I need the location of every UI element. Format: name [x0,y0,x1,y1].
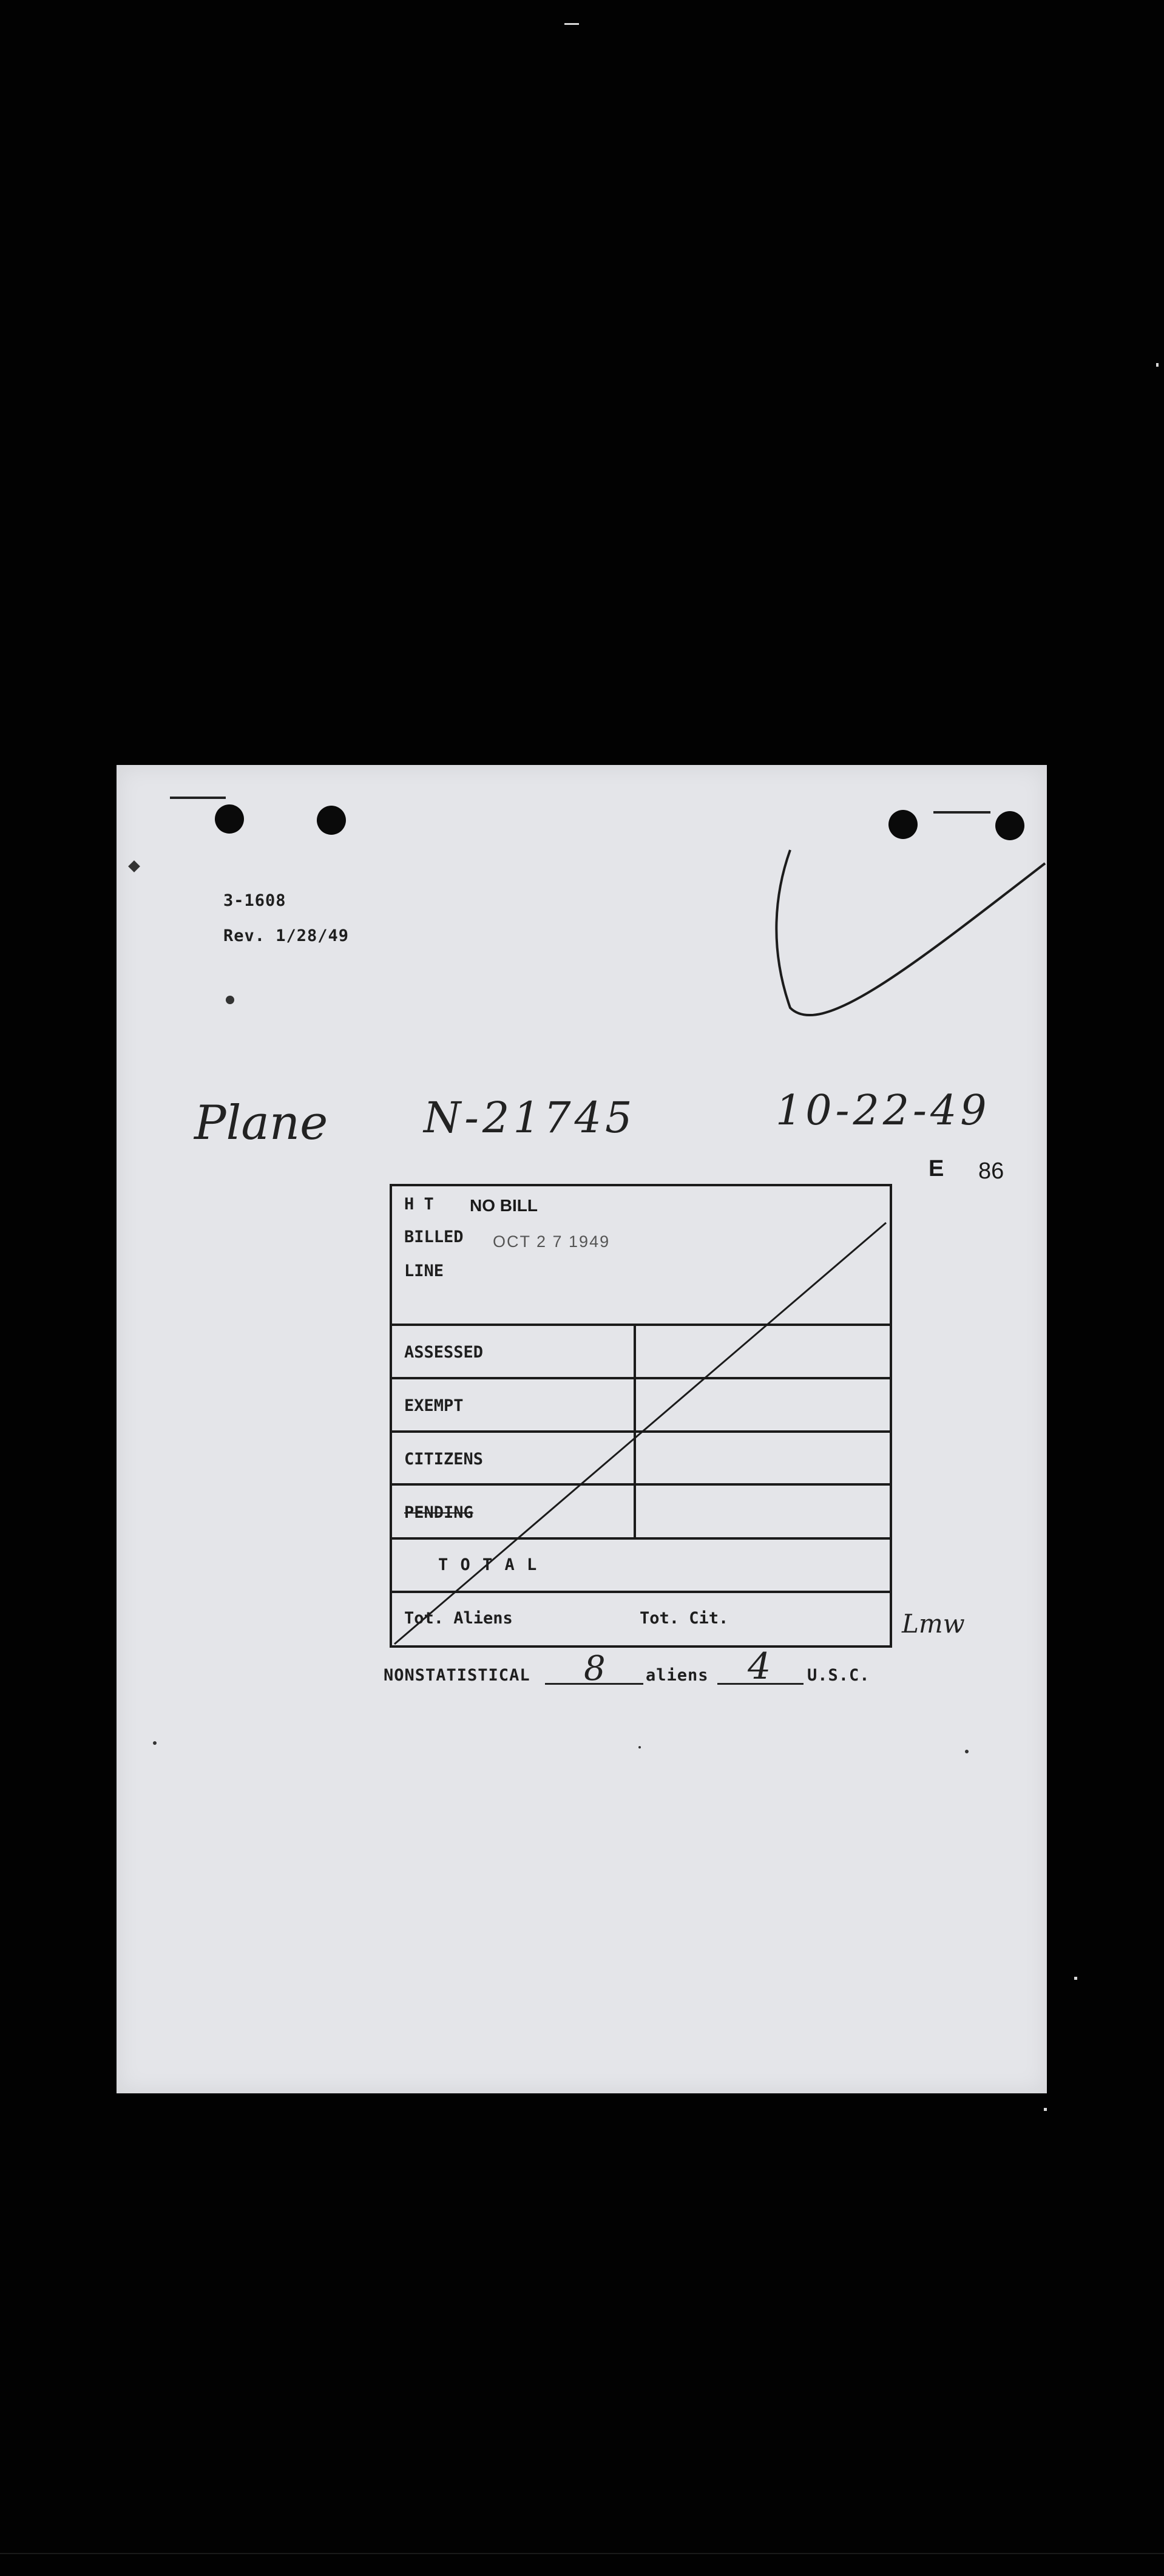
aliens-count: 8 [584,1649,606,1688]
tot-cit-label: Tot. Cit. [640,1609,729,1628]
scan-artifact [1044,2108,1047,2111]
aliens-label: aliens [646,1666,709,1685]
total-label: T O T A L [438,1555,538,1574]
table-lines [390,1184,892,1649]
billed-label: BILLED [404,1228,464,1246]
scan-artifact [564,23,579,25]
tot-aliens-label: Tot. Aliens [404,1609,513,1628]
usc-count: 4 [748,1645,771,1688]
usc-label: U.S.C. [807,1666,870,1685]
scan-artifact [1074,1977,1077,1980]
nonstatistical-label: NONSTATISTICAL [384,1666,530,1685]
pending-label: PENDING [404,1503,473,1522]
stamp-number: 86 [978,1158,1004,1184]
header-label: H T [404,1195,434,1214]
vessel-type: Plane [194,1096,328,1150]
ink-speck [965,1750,969,1753]
form-number: 3-1608 [223,891,286,910]
no-bill-stamp: NO BILL [470,1196,538,1215]
stamp-mark: E [929,1156,944,1181]
citizens-label: CITIZENS [404,1450,484,1469]
cancel-line [394,1223,886,1644]
form-revision: Rev. 1/28/49 [223,926,350,945]
arrival-date: 10-22-49 [776,1087,990,1135]
record-table [390,1184,892,1649]
clerk-initials: Lmw [902,1609,965,1639]
ink-speck [638,1746,641,1748]
immigration-record-card [117,765,1047,2093]
ink-speck [153,1741,157,1745]
exempt-label: EXEMPT [404,1396,464,1415]
scan-artifact [1156,363,1159,367]
line-label: LINE [404,1262,444,1280]
assessed-label: ASSESSED [404,1343,484,1362]
billed-date-stamp: OCT 2 7 1949 [493,1232,611,1251]
scan-artifact [0,2553,1164,2554]
vessel-number: N-21745 [424,1093,636,1143]
